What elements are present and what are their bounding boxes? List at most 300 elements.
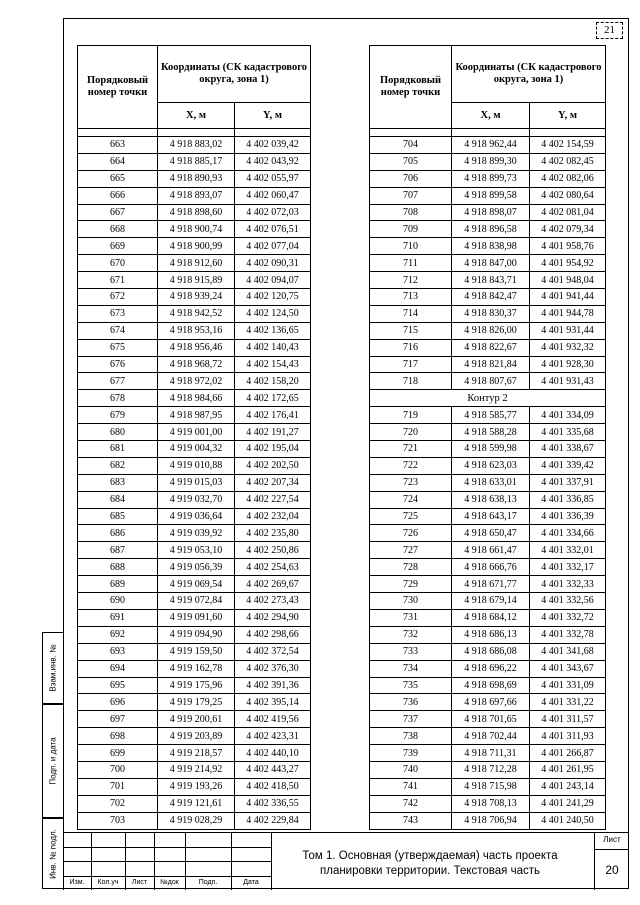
y-cell: 4 402 443,27 (235, 761, 311, 778)
table-row (370, 407, 606, 424)
table-row (370, 660, 606, 677)
y-cell: 4 402 055,97 (235, 170, 311, 187)
stamp-col-podp: Подп. (198, 879, 218, 886)
table-row (370, 457, 606, 474)
x-cell: 4 918 633,01 (452, 474, 530, 491)
y-cell: 4 402 082,45 (530, 153, 606, 170)
y-cell: 4 402 176,41 (235, 407, 311, 424)
y-cell: 4 401 261,95 (530, 761, 606, 778)
table-row (370, 542, 606, 559)
y-cell: 4 402 072,03 (235, 204, 311, 221)
header-coordinates: Координаты (СК кадастрового округа, зона 1) (158, 46, 311, 103)
point-number-cell: 733 (370, 643, 452, 660)
x-cell: 4 918 838,98 (452, 238, 530, 255)
y-cell: 4 402 273,43 (235, 593, 311, 610)
x-cell: 4 918 896,58 (452, 221, 530, 238)
point-number-cell: 681 (78, 441, 158, 458)
y-cell: 4 402 081,04 (530, 204, 606, 221)
y-cell: 4 402 154,59 (530, 137, 606, 154)
x-cell: 4 918 883,02 (158, 137, 235, 154)
y-cell: 4 401 243,14 (530, 778, 606, 795)
table-row (78, 457, 311, 474)
y-cell: 4 402 140,43 (235, 339, 311, 356)
stamp-col-kolich: Кол.уч (97, 879, 119, 886)
y-cell: 4 401 954,92 (530, 255, 606, 272)
point-number-cell: 716 (370, 339, 452, 356)
table-row (370, 221, 606, 238)
table-row (78, 339, 311, 356)
document-title-line2: планировки территории. Текстовая часть (320, 865, 540, 877)
header-coordinates: Координаты (СК кадастрового округа, зона 1) (452, 46, 606, 103)
point-number-cell: 739 (370, 745, 452, 762)
y-cell: 4 402 376,30 (235, 660, 311, 677)
point-number-cell: 741 (370, 778, 452, 795)
point-number-cell: 720 (370, 424, 452, 441)
table-row (78, 559, 311, 576)
y-cell: 4 402 120,75 (235, 289, 311, 306)
table-row (78, 137, 311, 154)
table-row (78, 542, 311, 559)
table-row (370, 761, 606, 778)
point-number-cell: 738 (370, 728, 452, 745)
stamp-col-ndok: №док (160, 879, 179, 886)
point-number-cell: 715 (370, 322, 452, 339)
contour-label: Контур 2 (370, 390, 606, 407)
x-cell: 4 919 162,78 (158, 660, 235, 677)
y-cell: 4 401 932,32 (530, 339, 606, 356)
point-number-cell: 666 (78, 187, 158, 204)
y-cell: 4 401 266,87 (530, 745, 606, 762)
table-row (78, 255, 311, 272)
point-number-cell: 693 (78, 643, 158, 660)
contour-row (370, 390, 606, 407)
x-cell: 4 918 900,74 (158, 221, 235, 238)
table-row (370, 711, 606, 728)
point-number-cell: 713 (370, 289, 452, 306)
point-number-cell: 688 (78, 559, 158, 576)
point-number-cell: 735 (370, 677, 452, 694)
point-number-cell: 712 (370, 272, 452, 289)
point-number-cell: 671 (78, 272, 158, 289)
point-number-cell: 684 (78, 491, 158, 508)
table-row (370, 745, 606, 762)
y-cell: 4 402 418,50 (235, 778, 311, 795)
point-number-cell: 725 (370, 508, 452, 525)
y-cell: 4 401 339,42 (530, 457, 606, 474)
point-number-cell: 731 (370, 609, 452, 626)
point-number-cell: 674 (78, 322, 158, 339)
side-field-podp (42, 704, 63, 818)
y-cell: 4 401 335,68 (530, 424, 606, 441)
header-x: X, м (452, 103, 530, 129)
y-cell: 4 402 124,50 (235, 305, 311, 322)
table-row (78, 441, 311, 458)
point-number-cell: 672 (78, 289, 158, 306)
x-cell: 4 919 010,88 (158, 457, 235, 474)
table-row (78, 761, 311, 778)
y-cell: 4 401 334,09 (530, 407, 606, 424)
point-number-cell: 698 (78, 728, 158, 745)
table-row (78, 576, 311, 593)
table-row (78, 711, 311, 728)
title-block (63, 832, 629, 889)
point-number-cell: 697 (78, 711, 158, 728)
x-cell: 4 918 899,58 (452, 187, 530, 204)
point-number-cell: 694 (78, 660, 158, 677)
x-cell: 4 918 696,22 (452, 660, 530, 677)
x-cell: 4 918 698,69 (452, 677, 530, 694)
point-number-cell: 728 (370, 559, 452, 576)
x-cell: 4 918 666,76 (452, 559, 530, 576)
point-number-cell: 702 (78, 795, 158, 812)
table-row (370, 255, 606, 272)
table-row (78, 609, 311, 626)
y-cell: 4 402 395,14 (235, 694, 311, 711)
x-cell: 4 918 697,66 (452, 694, 530, 711)
y-cell: 4 402 254,63 (235, 559, 311, 576)
x-cell: 4 919 193,26 (158, 778, 235, 795)
y-cell: 4 402 207,34 (235, 474, 311, 491)
x-cell: 4 918 843,71 (452, 272, 530, 289)
sheet-box (594, 833, 629, 890)
point-number-cell: 742 (370, 795, 452, 812)
document-title-line1: Том 1. Основная (утверждаемая) часть проекта (302, 850, 558, 862)
point-number-cell: 743 (370, 812, 452, 829)
y-cell: 4 402 235,80 (235, 525, 311, 542)
table-row (370, 778, 606, 795)
table-row (78, 153, 311, 170)
side-field-vzam (42, 632, 63, 704)
y-cell: 4 401 240,50 (530, 812, 606, 829)
x-cell: 4 918 962,44 (452, 137, 530, 154)
x-cell: 4 918 708,13 (452, 795, 530, 812)
table-row (78, 390, 311, 407)
x-cell: 4 919 056,39 (158, 559, 235, 576)
point-number-cell: 714 (370, 305, 452, 322)
x-cell: 4 919 028,29 (158, 812, 235, 829)
x-cell: 4 918 643,17 (452, 508, 530, 525)
point-number-cell: 723 (370, 474, 452, 491)
x-cell: 4 919 001,00 (158, 424, 235, 441)
x-cell: 4 918 898,07 (452, 204, 530, 221)
x-cell: 4 918 822,67 (452, 339, 530, 356)
table-row (370, 677, 606, 694)
x-cell: 4 918 686,08 (452, 643, 530, 660)
point-number-cell: 729 (370, 576, 452, 593)
x-cell: 4 918 847,00 (452, 255, 530, 272)
y-cell: 4 402 229,84 (235, 812, 311, 829)
table-row (78, 289, 311, 306)
y-cell: 4 402 154,43 (235, 356, 311, 373)
y-cell: 4 402 391,36 (235, 677, 311, 694)
table-row (370, 795, 606, 812)
point-number-cell: 706 (370, 170, 452, 187)
table-row (78, 795, 311, 812)
table-row (370, 272, 606, 289)
title-block-grid (63, 833, 271, 890)
sheet-number: 20 (605, 863, 619, 877)
y-cell: 4 401 331,22 (530, 694, 606, 711)
y-cell: 4 402 232,04 (235, 508, 311, 525)
x-cell: 4 919 004,32 (158, 441, 235, 458)
point-number-cell: 665 (78, 170, 158, 187)
table-row (78, 238, 311, 255)
side-label-inv: Инв. № подл. (48, 828, 58, 879)
point-number-cell: 686 (78, 525, 158, 542)
x-cell: 4 918 899,30 (452, 153, 530, 170)
table-row (78, 221, 311, 238)
x-cell: 4 919 214,92 (158, 761, 235, 778)
table-row (78, 728, 311, 745)
point-number-cell: 689 (78, 576, 158, 593)
y-cell: 4 401 311,93 (530, 728, 606, 745)
side-label-vzam: Взам.инв. № (48, 644, 58, 692)
y-cell: 4 402 423,31 (235, 728, 311, 745)
table-row (370, 626, 606, 643)
point-number-cell: 682 (78, 457, 158, 474)
point-number-cell: 734 (370, 660, 452, 677)
table-row (370, 153, 606, 170)
point-number-cell: 669 (78, 238, 158, 255)
table-row (370, 204, 606, 221)
x-cell: 4 918 899,73 (452, 170, 530, 187)
x-cell: 4 918 885,17 (158, 153, 235, 170)
table-row (78, 170, 311, 187)
y-cell: 4 401 931,43 (530, 373, 606, 390)
table-row (370, 694, 606, 711)
y-cell: 4 402 039,42 (235, 137, 311, 154)
point-number-cell: 676 (78, 356, 158, 373)
y-cell: 4 402 440,10 (235, 745, 311, 762)
x-cell: 4 918 671,77 (452, 576, 530, 593)
table-row (78, 745, 311, 762)
point-number-cell: 679 (78, 407, 158, 424)
y-cell: 4 401 337,91 (530, 474, 606, 491)
header-point-number: Порядковый номер точки (78, 46, 158, 129)
table-row (370, 339, 606, 356)
y-cell: 4 401 928,30 (530, 356, 606, 373)
x-cell: 4 918 821,84 (452, 356, 530, 373)
point-number-cell: 687 (78, 542, 158, 559)
coordinates-table-right (369, 45, 606, 830)
point-number-cell: 696 (78, 694, 158, 711)
x-cell: 4 919 203,89 (158, 728, 235, 745)
point-number-cell: 717 (370, 356, 452, 373)
y-cell: 4 401 332,17 (530, 559, 606, 576)
point-number-cell: 719 (370, 407, 452, 424)
x-cell: 4 919 159,50 (158, 643, 235, 660)
header-point-number: Порядковый номер точки (370, 46, 452, 129)
table-row (78, 677, 311, 694)
x-cell: 4 918 898,60 (158, 204, 235, 221)
x-cell: 4 918 712,28 (452, 761, 530, 778)
x-cell: 4 919 036,64 (158, 508, 235, 525)
x-cell: 4 918 987,95 (158, 407, 235, 424)
y-cell: 4 402 094,07 (235, 272, 311, 289)
y-cell: 4 402 076,51 (235, 221, 311, 238)
x-cell: 4 918 984,66 (158, 390, 235, 407)
y-cell: 4 401 958,76 (530, 238, 606, 255)
top-page-number: 21 (596, 22, 623, 39)
table-row (370, 812, 606, 829)
x-cell: 4 919 121,61 (158, 795, 235, 812)
y-cell: 4 401 941,44 (530, 289, 606, 306)
x-cell: 4 918 893,07 (158, 187, 235, 204)
y-cell: 4 401 332,72 (530, 609, 606, 626)
table-row (78, 812, 311, 829)
x-cell: 4 918 807,67 (452, 373, 530, 390)
x-cell: 4 918 684,12 (452, 609, 530, 626)
table-row (78, 778, 311, 795)
y-cell: 4 401 343,67 (530, 660, 606, 677)
side-field-inv (42, 818, 63, 889)
x-cell: 4 918 912,60 (158, 255, 235, 272)
point-number-cell: 718 (370, 373, 452, 390)
x-cell: 4 919 179,25 (158, 694, 235, 711)
table-row (370, 238, 606, 255)
table-row (78, 660, 311, 677)
y-cell: 4 401 331,09 (530, 677, 606, 694)
y-cell: 4 402 043,92 (235, 153, 311, 170)
table-row (370, 609, 606, 626)
x-cell: 4 919 175,96 (158, 677, 235, 694)
point-number-cell: 691 (78, 609, 158, 626)
x-cell: 4 918 972,02 (158, 373, 235, 390)
x-cell: 4 918 826,00 (452, 322, 530, 339)
point-number-cell: 708 (370, 204, 452, 221)
table-row (78, 525, 311, 542)
point-number-cell: 736 (370, 694, 452, 711)
y-cell: 4 402 060,47 (235, 187, 311, 204)
point-number-cell: 703 (78, 812, 158, 829)
point-number-cell: 692 (78, 626, 158, 643)
y-cell: 4 402 077,04 (235, 238, 311, 255)
table-row (370, 593, 606, 610)
y-cell: 4 401 311,57 (530, 711, 606, 728)
x-cell: 4 919 094,90 (158, 626, 235, 643)
header-y: Y, м (235, 103, 311, 129)
point-number-cell: 695 (78, 677, 158, 694)
y-cell: 4 401 948,04 (530, 272, 606, 289)
x-cell: 4 919 053,10 (158, 542, 235, 559)
stamp-col-data: Дата (243, 879, 259, 886)
table-row (370, 474, 606, 491)
x-cell: 4 918 585,77 (452, 407, 530, 424)
point-number-cell: 730 (370, 593, 452, 610)
x-cell: 4 918 939,24 (158, 289, 235, 306)
x-cell: 4 919 200,61 (158, 711, 235, 728)
x-cell: 4 918 588,28 (452, 424, 530, 441)
y-cell: 4 402 195,04 (235, 441, 311, 458)
stamp-col-izm: Изм. (69, 879, 85, 886)
point-number-cell: 683 (78, 474, 158, 491)
table-row (78, 407, 311, 424)
point-number-cell: 673 (78, 305, 158, 322)
table-row (78, 491, 311, 508)
point-number-cell: 664 (78, 153, 158, 170)
y-cell: 4 402 372,54 (235, 643, 311, 660)
y-cell: 4 401 944,78 (530, 305, 606, 322)
table-row (78, 508, 311, 525)
point-number-cell: 699 (78, 745, 158, 762)
table-row (78, 593, 311, 610)
point-number-cell: 705 (370, 153, 452, 170)
y-cell: 4 401 334,66 (530, 525, 606, 542)
table-row (78, 305, 311, 322)
point-number-cell: 707 (370, 187, 452, 204)
y-cell: 4 402 082,06 (530, 170, 606, 187)
table-row (370, 356, 606, 373)
table-row (78, 373, 311, 390)
header-y: Y, м (530, 103, 606, 129)
table-row (370, 187, 606, 204)
y-cell: 4 402 227,54 (235, 491, 311, 508)
document-title (275, 849, 585, 879)
x-cell: 4 919 039,92 (158, 525, 235, 542)
y-cell: 4 401 931,44 (530, 322, 606, 339)
point-number-cell: 722 (370, 457, 452, 474)
y-cell: 4 402 294,90 (235, 609, 311, 626)
table-row (370, 289, 606, 306)
point-number-cell: 737 (370, 711, 452, 728)
point-number-cell: 732 (370, 626, 452, 643)
point-number-cell: 667 (78, 204, 158, 221)
x-cell: 4 918 686,13 (452, 626, 530, 643)
table-row (370, 643, 606, 660)
left-table-body (78, 137, 311, 830)
point-number-cell: 724 (370, 491, 452, 508)
point-number-cell: 675 (78, 339, 158, 356)
table-row (78, 424, 311, 441)
y-cell: 4 402 136,65 (235, 322, 311, 339)
right-table-body (370, 137, 606, 830)
point-number-cell: 701 (78, 778, 158, 795)
table-row (78, 322, 311, 339)
x-cell: 4 918 953,16 (158, 322, 235, 339)
table-row (370, 576, 606, 593)
point-number-cell: 700 (78, 761, 158, 778)
point-number-cell: 685 (78, 508, 158, 525)
y-cell: 4 401 332,33 (530, 576, 606, 593)
table-row (78, 204, 311, 221)
point-number-cell: 677 (78, 373, 158, 390)
y-cell: 4 402 202,50 (235, 457, 311, 474)
y-cell: 4 401 336,85 (530, 491, 606, 508)
y-cell: 4 402 080,64 (530, 187, 606, 204)
x-cell: 4 918 711,31 (452, 745, 530, 762)
point-number-cell: 710 (370, 238, 452, 255)
point-number-cell: 727 (370, 542, 452, 559)
y-cell: 4 401 332,56 (530, 593, 606, 610)
x-cell: 4 918 679,14 (452, 593, 530, 610)
table-row (370, 137, 606, 154)
x-cell: 4 918 842,47 (452, 289, 530, 306)
y-cell: 4 401 332,78 (530, 626, 606, 643)
y-cell: 4 402 158,20 (235, 373, 311, 390)
table-row (78, 187, 311, 204)
x-cell: 4 918 702,44 (452, 728, 530, 745)
x-cell: 4 919 032,70 (158, 491, 235, 508)
stamp-col-list: Лист (131, 879, 148, 886)
table-row (370, 170, 606, 187)
table-row (370, 305, 606, 322)
y-cell: 4 402 172,65 (235, 390, 311, 407)
point-number-cell: 726 (370, 525, 452, 542)
header-x: X, м (158, 103, 235, 129)
x-cell: 4 918 900,99 (158, 238, 235, 255)
point-number-cell: 740 (370, 761, 452, 778)
x-cell: 4 918 650,47 (452, 525, 530, 542)
